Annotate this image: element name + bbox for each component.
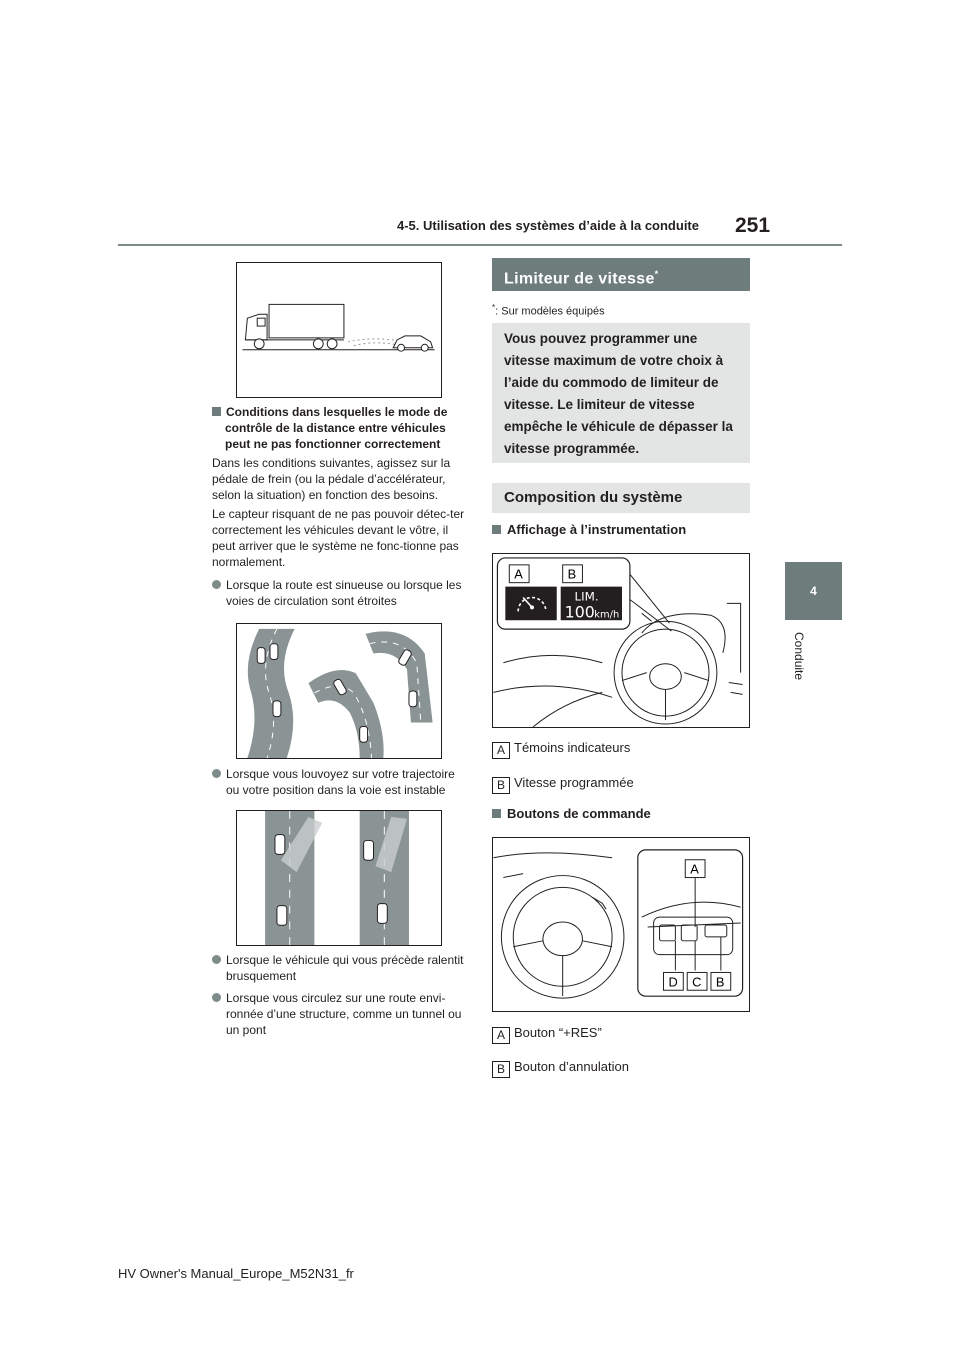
speed-value: 100 — [564, 602, 595, 622]
header-rule — [118, 244, 842, 246]
bullet-weaving: Lorsque vous louvoyez sur votre trajectoire ou votre position dans la voie est instable — [212, 766, 470, 798]
winding-roads-figure — [236, 623, 442, 759]
footnote: *: Sur modèles équipés — [492, 303, 605, 318]
page-number: 251 — [735, 214, 771, 237]
weaving-lane-figure — [236, 810, 442, 946]
section-title: 4-5. Utilisation des systèmes d’aide à la conduite — [397, 218, 699, 233]
bullet-dot-icon — [212, 993, 221, 1002]
callout-a: A — [690, 861, 699, 877]
bullet-winding-road: Lorsque la route est sinueuse ou lorsque les voies de circulation sont étroites — [212, 577, 470, 609]
composition-title: Composition du système — [492, 483, 750, 513]
paragraph-pedal: Dans les conditions suivantes, agissez sur la pédale de frein (ou la pédale d’accélérateur, selon la situation) en fonction des besoins. — [212, 456, 451, 502]
section-square-icon — [492, 809, 501, 818]
speed-unit: km/h — [594, 609, 620, 621]
conditions-heading: Conditions dans lesquelles le mode de contrôle de la distance entre véhicules peut ne pas fonctionner correctement — [212, 404, 472, 452]
callout-b: B — [567, 566, 577, 582]
bullet-sudden-braking: Lorsque le véhicule qui vous précède ralentit brusquement — [212, 952, 470, 984]
instrument-heading: Affichage à l’instrumentation — [492, 522, 686, 538]
footer-manual-name: HV Owner's Manual_Europe_M52N31_fr — [118, 1266, 354, 1281]
callout-d: D — [668, 974, 678, 990]
truck-sensor-figure — [236, 262, 442, 398]
paragraph-sensor: Le capteur risquant de ne pas pouvoir détec-ter correctement les véhicules devant le vôtre, il peut arriver que le système ne fonc-tionne pas normalement. — [212, 507, 465, 569]
bullet-tunnel: Lorsque vous circulez sur une route envi-ronnée d’une structure, comme un tunnel ou un pont — [212, 990, 470, 1038]
legend-item-a: A Témoins indicateurs — [492, 739, 630, 759]
callout-b: B — [715, 974, 725, 990]
bullet-dot-icon — [212, 580, 221, 589]
section-square-icon — [212, 407, 221, 416]
control-buttons-figure — [492, 837, 750, 1012]
callout-c: C — [692, 974, 702, 990]
buttons-heading: Boutons de commande — [492, 806, 651, 822]
section-square-icon — [492, 525, 501, 534]
chapter-label: Conduite — [792, 632, 806, 681]
lim-text: LIM. — [574, 589, 599, 604]
legend-item-a: A Bouton “+RES” — [492, 1024, 602, 1044]
chapter-tab: 4 — [785, 562, 842, 620]
instrument-cluster-figure — [492, 553, 750, 728]
callout-a: A — [514, 566, 523, 582]
legend-item-b: B Bouton d’annulation — [492, 1058, 629, 1078]
intro-box: Vous pouvez programmer une vitesse maximum de votre choix à l’aide du commodo de limiteur de vitesse. Le limiteur de vitesse empêche le véhicule de dépasser la vitesse programmée. — [492, 323, 750, 463]
bullet-dot-icon — [212, 769, 221, 778]
bullet-dot-icon — [212, 955, 221, 964]
legend-item-b: B Vitesse programmée — [492, 774, 634, 794]
speed-limiter-title: Limiteur de vitesse* — [492, 258, 750, 291]
